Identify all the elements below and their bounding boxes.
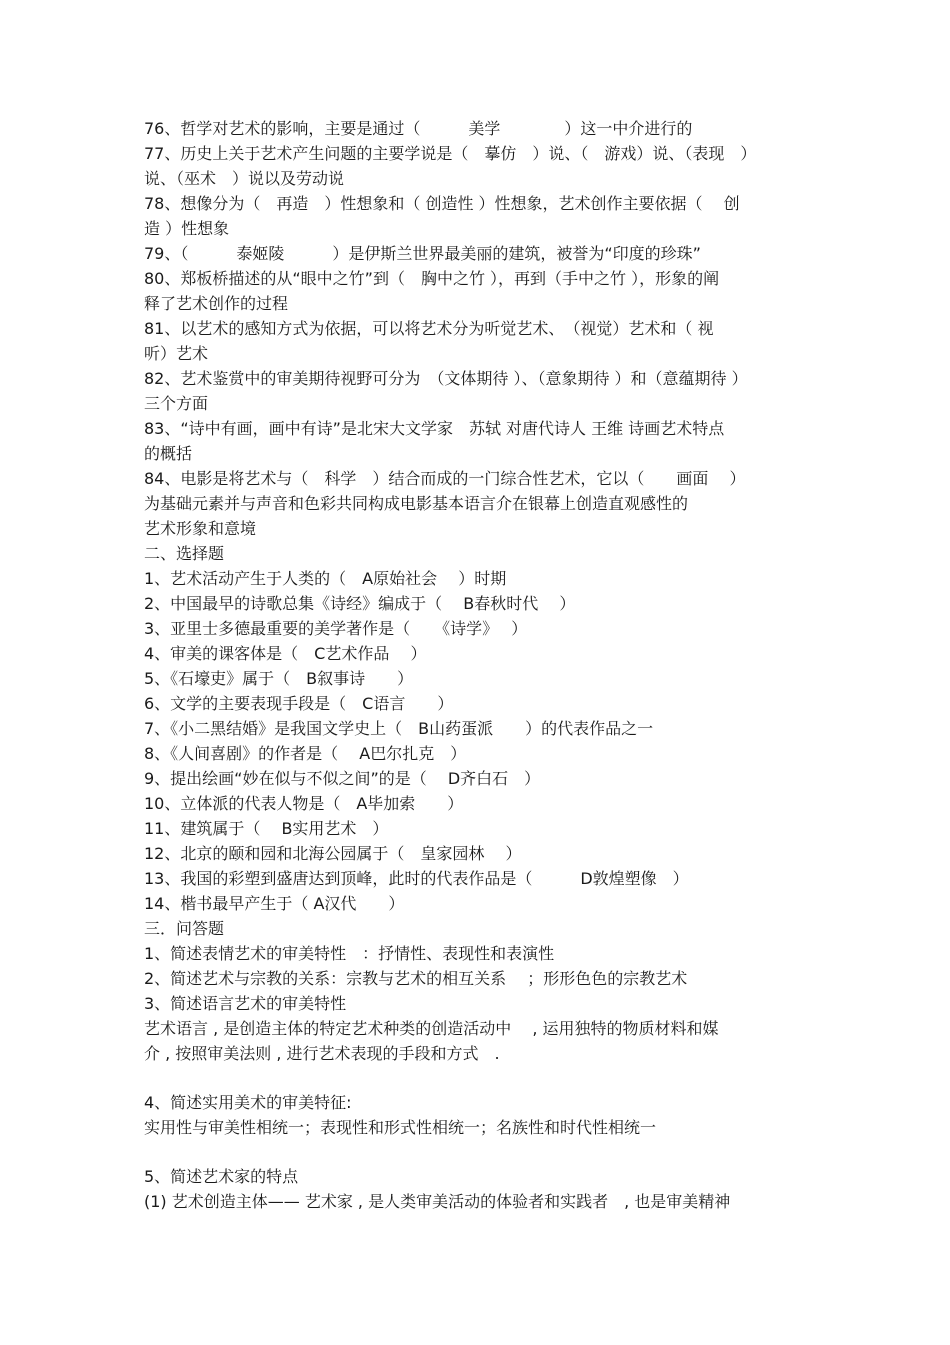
qa-line: 1、简述表情艺术的审美特性 ：抒情性、表现性和表演性 — [144, 944, 555, 963]
fill-line: 83、“诗中有画，画中有诗”是北宋大文学家 苏轼 对唐代诗人 王维 诗画艺术特点 — [144, 419, 725, 438]
paragraph-spacer — [144, 1066, 810, 1090]
choice-item: 12、北京的颐和园和北海公园属于（ 皇家园林 ） — [144, 844, 522, 863]
section-heading: 二、选择题 — [144, 544, 225, 563]
fill-line: 为基础元素并与声音和色彩共同构成电影基本语言介在银幕上创造直观感性的 — [144, 494, 689, 513]
qa-section — [144, 916, 810, 1214]
section-heading: 三．问答题 — [144, 919, 225, 938]
choice-section — [144, 541, 810, 916]
fill-line: 81、以艺术的感知方式为依据，可以将艺术分为听觉艺术、 （视觉）艺术和（ 视 — [144, 319, 714, 338]
choice-item: 3、亚里士多德最重要的美学著作是（ 《诗学》 ） — [144, 619, 528, 638]
choice-item: 14、楷书最早产生于（ A汉代 ） — [144, 894, 405, 913]
fill-in-section — [144, 116, 810, 541]
fill-line: 76、哲学对艺术的影响，主要是通过（ 美学 ）这一中介进行的 — [144, 119, 693, 138]
fill-line: 艺术形象和意境 — [144, 519, 257, 538]
fill-line: 造 ）性想象 — [144, 219, 230, 238]
fill-line: 的概括 — [144, 444, 193, 463]
qa-line: 4、简述实用美术的审美特征: — [144, 1093, 352, 1112]
choice-item: 10、立体派的代表人物是（ A毕加索 ） — [144, 794, 464, 813]
choice-item: 5、《石壕吏》属于（ B叙事诗 ） — [144, 669, 414, 688]
fill-line: 80、郑板桥描述的从“眼中之竹”到（ 胸中之竹 ），再到（手中之竹 ），形象的阐 — [144, 269, 720, 288]
fill-line: 82、艺术鉴赏中的审美期待视野可分为 （文体期待 ）、（意象期待 ）和（意蕴期待 ） — [144, 369, 748, 388]
fill-line: 三个方面 — [144, 394, 209, 413]
choice-item: 13、我国的彩塑到盛唐达到顶峰，此时的代表作品是（ D敦煌塑像 ） — [144, 869, 689, 888]
qa-line: 5、简述艺术家的特点 — [144, 1167, 299, 1186]
choice-item: 7、《小二黑结婚》是我国文学史上（ B山药蛋派 ）的代表作品之一 — [144, 719, 654, 738]
qa-line: 3、简述语言艺术的审美特性 — [144, 994, 347, 1013]
paragraph-spacer — [144, 1140, 810, 1164]
choice-item: 2、中国最早的诗歌总集《诗经》编成于（ B春秋时代 ） — [144, 594, 576, 613]
fill-line: 听）艺术 — [144, 344, 209, 363]
choice-item: 9、提出绘画“妙在似与不似之间”的是（ D齐白石 ） — [144, 769, 541, 788]
choice-item: 6、文学的主要表现手段是（ C语言 ） — [144, 694, 454, 713]
fill-line: 77、历史上关于艺术产生问题的主要学说是（ 摹仿 ）说、（ 游戏）说、（表现 ） — [144, 144, 757, 163]
qa-line: 2、简述艺术与宗教的关系：宗教与艺术的相互关系 ；形形色色的宗教艺术 — [144, 969, 688, 988]
fill-line: 84、电影是将艺术与（ 科学 ）结合而成的一门综合性艺术，它以（ 画面 ） — [144, 469, 746, 488]
qa-line: 介 , 按照审美法则 , 进行艺术表现的手段和方式 . — [144, 1044, 500, 1063]
qa-line: 艺术语言 , 是创造主体的特定艺术种类的创造活动中 , 运用独特的物质材料和媒 — [144, 1019, 719, 1038]
qa-line: (1) 艺术创造主体—— 艺术家 , 是人类审美活动的体验者和实践者 , 也是审美精神 — [144, 1192, 731, 1211]
fill-line: 79、（ 泰姬陵 ）是伊斯兰世界最美丽的建筑，被誉为“印度的珍珠” — [144, 244, 701, 263]
fill-line: 释了艺术创作的过程 — [144, 294, 289, 313]
choice-item: 8、《人间喜剧》的作者是（ A巴尔扎克 ） — [144, 744, 467, 763]
qa-line: 实用性与审美性相统一；表现性和形式性相统一；名族性和时代性相统一 — [144, 1118, 657, 1137]
fill-line: 说、（巫术 ）说以及劳动说 — [144, 169, 345, 188]
fill-line: 78、想像分为（ 再造 ）性想象和（ 创造性 ）性想象，艺术创作主要依据（ 创 — [144, 194, 740, 213]
document-body — [144, 116, 810, 1214]
choice-item: 11、建筑属于（ B实用艺术 ） — [144, 819, 389, 838]
choice-item: 4、审美的课客体是（ C艺术作品 ） — [144, 644, 427, 663]
choice-item: 1、艺术活动产生于人类的（ A原始社会 ）时期 — [144, 569, 507, 588]
